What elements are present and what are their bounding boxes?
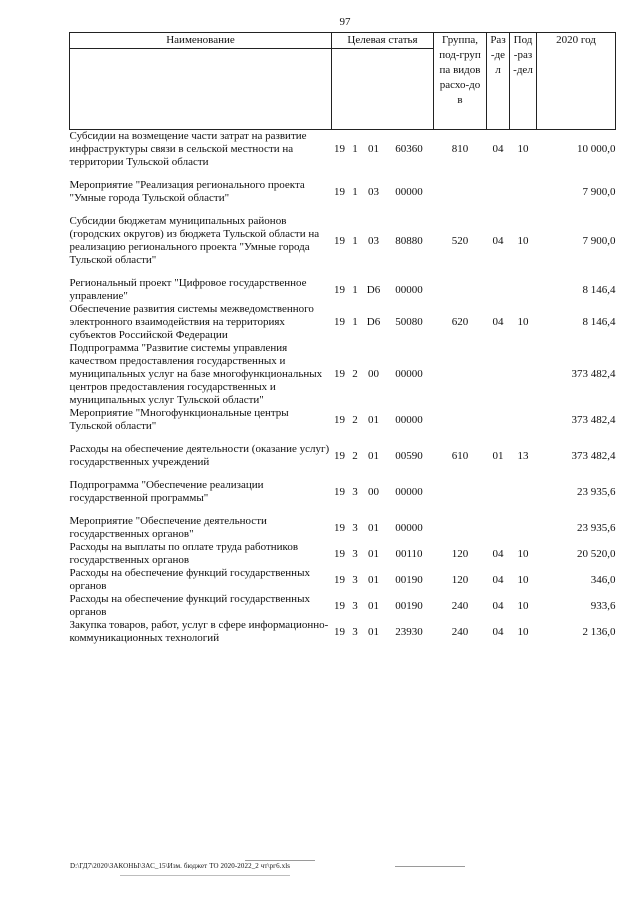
row-target-direction: 00110 bbox=[395, 547, 423, 560]
row-target-subprogram: 2 bbox=[352, 368, 358, 380]
header-name-spacer bbox=[70, 49, 332, 130]
row-target-program: 19 bbox=[334, 625, 345, 638]
row-target-subprogram: 3 bbox=[352, 625, 358, 638]
row-amount: 23 935,6 bbox=[577, 485, 616, 498]
row-target-direction: 00190 bbox=[395, 599, 423, 612]
row-target-event: 01 bbox=[368, 413, 379, 426]
row-target-event: 01 bbox=[368, 449, 379, 462]
row-expense-group: 120 bbox=[451, 547, 469, 560]
row-name: Региональный проект "Цифровое государственное управление" bbox=[69, 277, 307, 302]
row-target-direction: 00000 bbox=[395, 521, 423, 534]
row-target-event: 00 bbox=[368, 368, 379, 380]
row-target-program: 19 bbox=[334, 599, 345, 612]
row-target-program: 19 bbox=[334, 368, 345, 380]
header-target-spacer bbox=[332, 49, 434, 130]
table-body bbox=[70, 130, 616, 646]
row-razdel: 04 bbox=[492, 573, 504, 586]
table-header bbox=[70, 33, 616, 130]
row-target-event: 01 bbox=[368, 573, 379, 586]
row-podrazdel: 10 bbox=[517, 625, 529, 638]
header-razdel-text: Раз-дел bbox=[490, 34, 506, 76]
row-gap-cell bbox=[70, 469, 616, 479]
row-podrazdel bbox=[510, 407, 537, 433]
row-expense-group: 520 bbox=[451, 234, 469, 247]
row-amount: 7 900,0 bbox=[582, 185, 616, 198]
row-amount: 346,0 bbox=[590, 573, 616, 586]
row-expense-group bbox=[434, 179, 487, 205]
row-target-direction: 00190 bbox=[395, 573, 423, 586]
row-gap bbox=[70, 169, 616, 179]
row-name: Субсидии бюджетам муниципальных районов (городских округов) из бюджета Тульской области на реализацию регионального проекта "Умные города Тульской области" bbox=[69, 215, 320, 266]
row-target-subprogram: 3 bbox=[352, 573, 358, 586]
row-expense-group bbox=[434, 277, 487, 303]
row-name: Расходы на обеспечение деятельности (оказание услуг) государственных учреждений bbox=[69, 443, 330, 468]
row-name: Обеспечение развития системы межведомственного электронного взаимодействия на территориях субъектов Российской Федерации bbox=[69, 303, 314, 341]
row-podrazdel: 10 bbox=[517, 143, 529, 155]
row-gap-cell bbox=[70, 433, 616, 443]
row-podrazdel: 10 bbox=[517, 234, 529, 247]
row-razdel: 01 bbox=[492, 449, 504, 462]
table-row bbox=[70, 303, 616, 342]
row-razdel: 04 bbox=[492, 625, 504, 638]
row-razdel bbox=[487, 277, 510, 303]
header-group-text: Группа, под-группа видов расхо-дов bbox=[439, 34, 481, 106]
table-row bbox=[70, 179, 616, 205]
row-target-program: 19 bbox=[334, 413, 345, 426]
row-target-subprogram: 3 bbox=[352, 521, 358, 534]
row-expense-group: 810 bbox=[451, 143, 469, 155]
row-razdel bbox=[487, 515, 510, 541]
row-razdel bbox=[487, 342, 510, 407]
table-row bbox=[70, 567, 616, 593]
row-podrazdel: 10 bbox=[517, 316, 529, 328]
scan-mark bbox=[245, 860, 315, 861]
row-razdel: 04 bbox=[492, 599, 504, 612]
row-target-event: D6 bbox=[366, 283, 381, 296]
row-expense-group bbox=[434, 515, 487, 541]
footer-file-path: D:\ГД7\2020\ЗАКОНЫ\ЗАС_15\Изм. бюджет ТО 2020-2022_2 чт\рг6.xls bbox=[70, 862, 291, 870]
row-razdel: 04 bbox=[492, 547, 504, 560]
table-row bbox=[70, 277, 616, 303]
row-target-subprogram: 2 bbox=[352, 413, 358, 426]
header-podrazdel-text: Под-раз-дел bbox=[513, 34, 533, 76]
row-podrazdel bbox=[510, 515, 537, 541]
row-gap bbox=[70, 433, 616, 443]
row-podrazdel bbox=[510, 479, 537, 505]
row-podrazdel bbox=[510, 277, 537, 303]
row-target-event: D6 bbox=[366, 316, 381, 328]
row-razdel: 04 bbox=[492, 143, 504, 155]
row-expense-group bbox=[434, 342, 487, 407]
row-amount: 10 000,0 bbox=[577, 143, 616, 155]
row-gap-cell bbox=[70, 267, 616, 277]
row-razdel: 04 bbox=[492, 234, 504, 247]
row-target-subprogram: 3 bbox=[352, 599, 358, 612]
row-name: Расходы на обеспечение функций государственных органов bbox=[69, 567, 310, 592]
row-name: Расходы на обеспечение функций государственных органов bbox=[69, 593, 310, 618]
row-target-program: 19 bbox=[334, 185, 345, 198]
table-row bbox=[70, 515, 616, 541]
row-target-event: 01 bbox=[368, 599, 379, 612]
row-target-direction: 00000 bbox=[395, 185, 423, 198]
row-name: Закупка товаров, работ, услуг в сфере информационно-коммуникационных технологий bbox=[69, 619, 329, 644]
row-target-subprogram: 1 bbox=[352, 316, 358, 328]
row-razdel bbox=[487, 479, 510, 505]
scan-mark bbox=[395, 866, 465, 867]
row-amount: 373 482,4 bbox=[571, 413, 616, 426]
row-podrazdel: 10 bbox=[517, 599, 529, 612]
row-target-program: 19 bbox=[334, 143, 345, 155]
row-target-subprogram: 1 bbox=[352, 234, 358, 247]
row-target-event: 03 bbox=[368, 185, 379, 198]
row-amount: 2 136,0 bbox=[582, 625, 616, 638]
row-gap bbox=[70, 267, 616, 277]
row-target-subprogram: 2 bbox=[352, 449, 358, 462]
header-group bbox=[434, 33, 487, 130]
table-row bbox=[70, 593, 616, 619]
row-target-program: 19 bbox=[334, 573, 345, 586]
row-target-event: 03 bbox=[368, 234, 379, 247]
row-name: Мероприятие "Многофункциональные центры Тульской области" bbox=[69, 407, 289, 432]
scan-mark bbox=[120, 875, 290, 876]
row-name: Мероприятие "Обеспечение деятельности государственных органов" bbox=[69, 515, 267, 540]
row-expense-group bbox=[434, 407, 487, 433]
budget-table bbox=[69, 32, 616, 645]
row-name: Расходы на выплаты по оплате труда работников государственных органов bbox=[69, 541, 299, 566]
table-row bbox=[70, 130, 616, 170]
row-name: Мероприятие "Реализация регионального проекта "Умные города Тульской области" bbox=[69, 179, 305, 204]
row-target-direction: 00000 bbox=[395, 368, 423, 380]
row-target-event: 01 bbox=[368, 521, 379, 534]
row-razdel bbox=[487, 407, 510, 433]
row-amount: 23 935,6 bbox=[577, 521, 616, 534]
row-amount: 20 520,0 bbox=[577, 547, 616, 560]
row-target-direction: 00000 bbox=[395, 283, 423, 296]
row-target-direction: 80880 bbox=[395, 234, 423, 247]
row-target-program: 19 bbox=[334, 283, 345, 296]
row-target-subprogram: 3 bbox=[352, 547, 358, 560]
row-gap-cell bbox=[70, 505, 616, 515]
row-podrazdel: 10 bbox=[517, 547, 529, 560]
row-expense-group bbox=[434, 479, 487, 505]
header-year: 2020 год bbox=[537, 33, 616, 130]
row-target-event: 01 bbox=[368, 143, 379, 155]
row-target-direction: 60360 bbox=[395, 143, 423, 155]
row-razdel: 04 bbox=[492, 316, 504, 328]
header-name: Наименование bbox=[70, 33, 332, 49]
row-target-subprogram: 1 bbox=[352, 143, 358, 155]
table-row bbox=[70, 215, 616, 267]
row-podrazdel: 13 bbox=[517, 449, 529, 462]
row-gap bbox=[70, 505, 616, 515]
row-amount: 7 900,0 bbox=[582, 234, 616, 247]
row-amount: 933,6 bbox=[590, 599, 616, 612]
row-target-event: 00 bbox=[368, 485, 379, 498]
table-row bbox=[70, 443, 616, 469]
row-gap bbox=[70, 469, 616, 479]
row-gap-cell bbox=[70, 205, 616, 215]
row-target-event: 01 bbox=[368, 547, 379, 560]
row-target-direction: 00000 bbox=[395, 413, 423, 426]
row-gap bbox=[70, 205, 616, 215]
row-expense-group: 240 bbox=[451, 625, 469, 638]
row-target-direction: 23930 bbox=[395, 625, 423, 638]
row-expense-group: 120 bbox=[451, 573, 469, 586]
row-target-direction: 50080 bbox=[395, 316, 423, 328]
row-target-subprogram: 1 bbox=[352, 283, 358, 296]
table-row bbox=[70, 619, 616, 645]
row-expense-group: 620 bbox=[451, 316, 469, 328]
row-target-direction: 00000 bbox=[395, 485, 423, 498]
row-gap-cell bbox=[70, 169, 616, 179]
row-name: Субсидии на возмещение части затрат на развитие инфраструктуры связи в сельской местности на территории Тульской области bbox=[69, 130, 307, 168]
row-target-program: 19 bbox=[334, 485, 345, 498]
row-amount: 373 482,4 bbox=[571, 449, 616, 462]
row-expense-group: 240 bbox=[451, 599, 469, 612]
row-razdel bbox=[487, 179, 510, 205]
row-target-subprogram: 1 bbox=[352, 185, 358, 198]
row-target-subprogram: 3 bbox=[352, 485, 358, 498]
header-podrazdel bbox=[510, 33, 537, 130]
row-amount: 373 482,4 bbox=[571, 368, 616, 380]
table-row bbox=[70, 407, 616, 433]
row-target-direction: 00590 bbox=[395, 449, 423, 462]
row-target-program: 19 bbox=[334, 547, 345, 560]
table-row bbox=[70, 479, 616, 505]
row-target-program: 19 bbox=[334, 316, 345, 328]
row-name: Подпрограмма "Обеспечение реализации государственной программы" bbox=[69, 479, 264, 504]
row-target-event: 01 bbox=[368, 625, 379, 638]
row-amount: 8 146,4 bbox=[582, 283, 616, 296]
page-number: 97 bbox=[339, 16, 351, 28]
row-podrazdel bbox=[510, 342, 537, 407]
row-target-program: 19 bbox=[334, 521, 345, 534]
row-amount: 8 146,4 bbox=[582, 316, 616, 328]
table-row bbox=[70, 342, 616, 407]
row-podrazdel bbox=[510, 179, 537, 205]
table-row bbox=[70, 541, 616, 567]
row-name: Подпрограмма "Развитие системы управления качеством предоставления государственных и муниципальных услуг на базе многофункциональных центров предоставления государственных и муниципальных услуг Тульской области" bbox=[69, 342, 323, 406]
header-razdel bbox=[487, 33, 510, 130]
row-target-program: 19 bbox=[334, 449, 345, 462]
row-expense-group: 610 bbox=[451, 449, 469, 462]
row-podrazdel: 10 bbox=[517, 573, 529, 586]
header-target: Целевая статья bbox=[332, 33, 434, 49]
row-target-program: 19 bbox=[334, 234, 345, 247]
